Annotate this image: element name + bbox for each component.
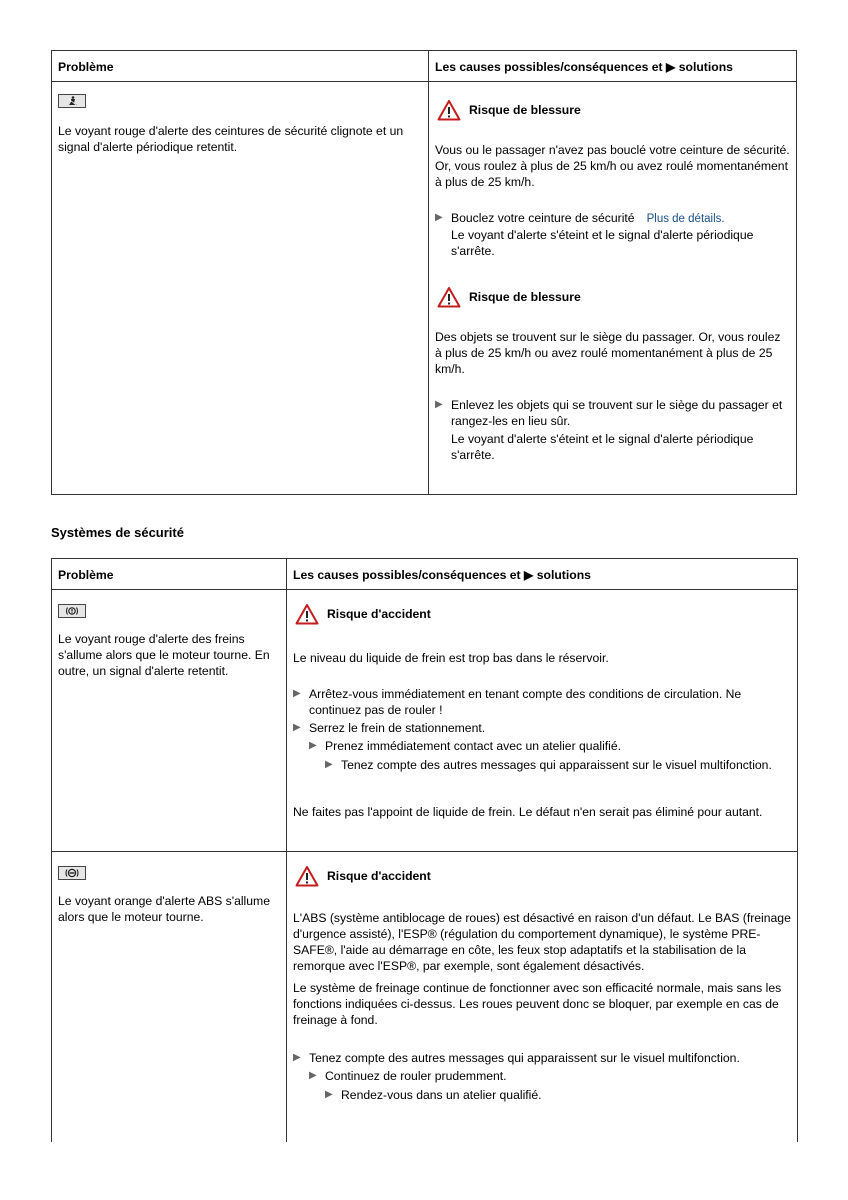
solution-step	[293, 1050, 791, 1066]
solution-cell	[287, 852, 798, 1142]
step-text: Serrez le frein de stationnement.	[309, 721, 486, 735]
warning-triangle-icon	[437, 286, 461, 308]
solution-step	[309, 738, 791, 754]
triangle-bullet-icon: ▶	[435, 212, 443, 223]
warning-description: Le système de freinage continue de fonctionner avec son efficacité normale, mais sans les fonctions indiquées ci-dessus. Les roues peuvent donc se bloquer, par exemple en cas de freinage à fond.	[293, 981, 782, 1027]
problem-description: Le voyant orange d'alerte ABS s'allume alors que le moteur tourne.	[58, 894, 270, 924]
column-header-problem: Problème	[52, 51, 429, 82]
solution-step	[293, 720, 791, 736]
warning-title: Risque de blessure	[469, 103, 581, 117]
solution-step	[325, 1087, 791, 1103]
solution-step	[309, 1068, 791, 1084]
triangle-bullet-icon: ▶	[309, 1070, 317, 1081]
safety-systems-table	[51, 558, 798, 1142]
warning-block	[437, 285, 790, 309]
step-result: Le voyant d'alerte s'éteint et le signal d'alerte périodique s'arrête.	[451, 432, 754, 462]
warning-block	[295, 864, 791, 888]
triangle-bullet-icon: ▶	[435, 399, 443, 410]
problem-cell	[52, 82, 429, 495]
triangle-bullet-icon: ▶	[293, 1052, 301, 1063]
column-header-causes: Les causes possibles/conséquences et ▶ solutions	[429, 51, 797, 82]
solution-step	[435, 397, 790, 463]
warning-block	[295, 602, 791, 626]
warning-triangle-icon	[295, 865, 319, 887]
column-header-causes: Les causes possibles/conséquences et ▶ solutions	[287, 559, 798, 590]
brake-warning-icon	[58, 604, 86, 618]
warning-title: Risque d'accident	[327, 607, 431, 621]
step-text: Prenez immédiatement contact avec un atelier qualifié.	[325, 739, 622, 753]
step-text: Tenez compte des autres messages qui apparaissent sur le visuel multifonction.	[309, 1051, 740, 1065]
step-text: Rendez-vous dans un atelier qualifié.	[341, 1088, 542, 1102]
triangle-bullet-icon: ▶	[309, 740, 317, 751]
step-text: Bouclez votre ceinture de sécurité	[451, 211, 635, 225]
table-header-row	[52, 559, 798, 590]
problem-cell	[52, 852, 287, 1142]
warning-title: Risque d'accident	[327, 869, 431, 883]
solution-cell	[287, 590, 798, 852]
warning-block	[437, 98, 790, 122]
solution-step	[325, 757, 791, 773]
warning-triangle-icon	[437, 99, 461, 121]
triangle-bullet-icon: ▶	[325, 1089, 333, 1100]
table-row	[52, 852, 798, 1142]
table-header-row	[52, 51, 797, 82]
solution-step	[435, 210, 790, 259]
warning-description: Vous ou le passager n'avez pas bouclé votre ceinture de sécurité. Or, vous roulez à plus de 25 km/h ou avez roulé momentanément à plus de 25 km/h.	[435, 143, 790, 189]
solution-step	[293, 686, 791, 718]
more-details-link[interactable]: Plus de détails.	[646, 213, 725, 225]
triangle-bullet-icon: ▶	[293, 722, 301, 733]
warning-title: Risque de blessure	[469, 290, 581, 304]
triangle-bullet-icon: ▶	[293, 688, 301, 699]
section-title: Systèmes de sécurité	[51, 525, 184, 540]
warning-triangle-icon	[295, 603, 319, 625]
step-text: Enlevez les objets qui se trouvent sur le siège du passager et rangez-les en lieu sûr.	[451, 398, 783, 428]
solution-cell	[429, 82, 797, 495]
step-result: Le voyant d'alerte s'éteint et le signal d'alerte périodique s'arrête.	[451, 228, 754, 258]
warning-description: L'ABS (système antiblocage de roues) est désactivé en raison d'un défaut. Le BAS (freinage d'urgence assisté), l'ESP® (régulation du comportement dynamique), le système PRE-SAFE®, l'aide au démarrage en côte, les feux stop adaptatifs et la stabilisation de la remorque avec l'ESP®, par exemple, sont également désactivés.	[293, 911, 791, 973]
step-text: Tenez compte des autres messages qui apparaissent sur le visuel multifonction.	[341, 758, 772, 772]
seatbelt-table	[51, 50, 797, 495]
triangle-bullet-icon: ▶	[325, 759, 333, 770]
seatbelt-warning-icon	[58, 94, 86, 108]
table-row	[52, 590, 798, 852]
table-row	[52, 82, 797, 495]
problem-description: Le voyant rouge d'alerte des ceintures de sécurité clignote et un signal d'alerte périodique retentit.	[58, 124, 404, 154]
problem-cell	[52, 590, 287, 852]
column-header-problem: Problème	[52, 559, 287, 590]
warning-description: Le niveau du liquide de frein est trop bas dans le réservoir.	[293, 651, 609, 665]
step-text: Arrêtez-vous immédiatement en tenant compte des conditions de circulation. Ne continuez pas de rouler !	[309, 687, 742, 717]
step-text: Continuez de rouler prudemment.	[325, 1069, 507, 1083]
abs-warning-icon	[58, 866, 86, 880]
note-text: Ne faites pas l'appoint de liquide de frein. Le défaut n'en serait pas éliminé pour autant.	[293, 805, 763, 819]
warning-description: Des objets se trouvent sur le siège du passager. Or, vous roulez à plus de 25 km/h ou avez roulé momentanément à plus de 25 km/h.	[435, 330, 781, 376]
problem-description: Le voyant rouge d'alerte des freins s'allume alors que le moteur tourne. En outre, un signal d'alerte retentit.	[58, 632, 270, 678]
